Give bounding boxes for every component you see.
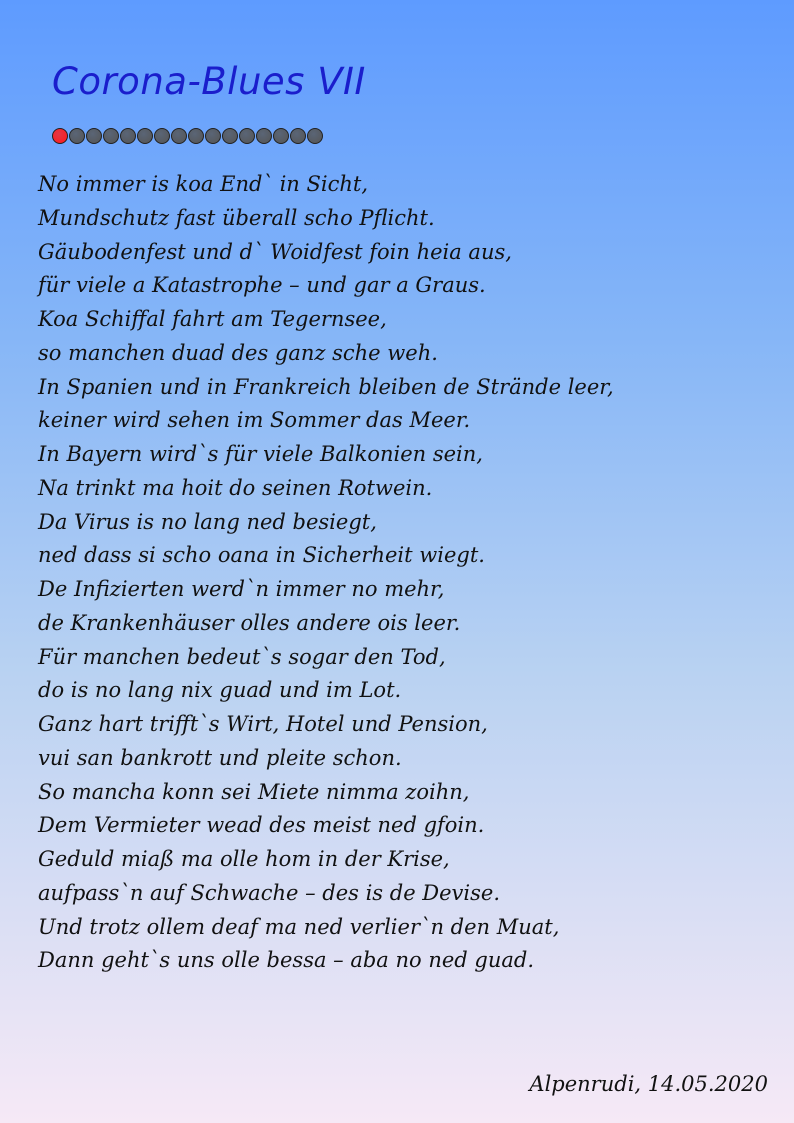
poem-line: Gäubodenfest und d` Woidfest foin heia aus, [38, 239, 512, 264]
poem-line: Dem Vermieter wead des meist ned gfoin. [38, 813, 485, 838]
poem-line: Für manchen bedeut`s sogar den Tod, [38, 644, 446, 669]
indicator-dot [137, 128, 153, 144]
poem-line: do is no lang nix guad und im Lot. [38, 678, 402, 703]
poem-line: Geduld miaß ma olle hom in der Krise, [38, 847, 450, 871]
poem-line: Und trotz ollem deaf ma ned verlier`n den Muat, [38, 914, 560, 939]
poem-body [38, 168, 614, 978]
indicator-dot [154, 128, 170, 144]
indicator-dot [239, 128, 255, 144]
poem-line: Na trinkt ma hoit do seinen Rotwein. [38, 475, 433, 500]
indicator-dot [188, 128, 204, 144]
poem-line: Koa Schiffal fahrt am Tegernsee, [38, 307, 387, 331]
poem-line: Mundschutz fast überall scho Pflicht. [38, 205, 435, 230]
indicator-dot [205, 128, 221, 144]
indicator-dot [273, 128, 289, 144]
poem-line: für viele a Katastrophe – und gar a Graus. [38, 273, 486, 298]
poem-line: De Infizierten werd`n immer no mehr, [38, 577, 445, 601]
author-signature: Alpenrudi, 14.05.2020 [529, 1072, 768, 1096]
poem-line: so manchen duad des ganz sche weh. [38, 340, 438, 365]
poem-line: Ganz hart trifft`s Wirt, Hotel und Pension, [38, 712, 488, 736]
poem-line: de Krankenhäuser olles andere ois leer. [38, 610, 461, 635]
poem-line: So mancha konn sei Miete nimma zoihn, [38, 779, 470, 804]
indicator-dot [86, 128, 102, 144]
poem-line: keiner wird sehen im Sommer das Meer. [38, 408, 471, 433]
poem-line: No immer is koa End` in Sicht, [38, 172, 369, 196]
series-indicator [52, 128, 323, 146]
poem-line: vui san bankrott und pleite schon. [38, 745, 402, 770]
poem-line: In Bayern wird`s für viele Balkonien sein, [38, 442, 483, 466]
indicator-dot [256, 128, 272, 144]
indicator-dot-active [52, 128, 68, 144]
poem-line: ned dass si scho oana in Sicherheit wiegt. [38, 543, 485, 568]
indicator-dot [103, 128, 119, 144]
indicator-dot [307, 128, 323, 144]
indicator-dot [69, 128, 85, 144]
poem-title: Corona-Blues VII [52, 60, 366, 103]
indicator-dot [171, 128, 187, 144]
indicator-dot [290, 128, 306, 144]
poem-line: aufpass`n auf Schwache – des is de Devise. [38, 880, 501, 905]
poem-line: Dann geht`s uns olle bessa – aba no ned guad. [38, 948, 535, 973]
indicator-dot [222, 128, 238, 144]
indicator-dot [120, 128, 136, 144]
poem-line: Da Virus is no lang ned besiegt, [38, 509, 377, 534]
poem-line: In Spanien und in Frankreich bleiben de Strände leer, [38, 374, 614, 399]
